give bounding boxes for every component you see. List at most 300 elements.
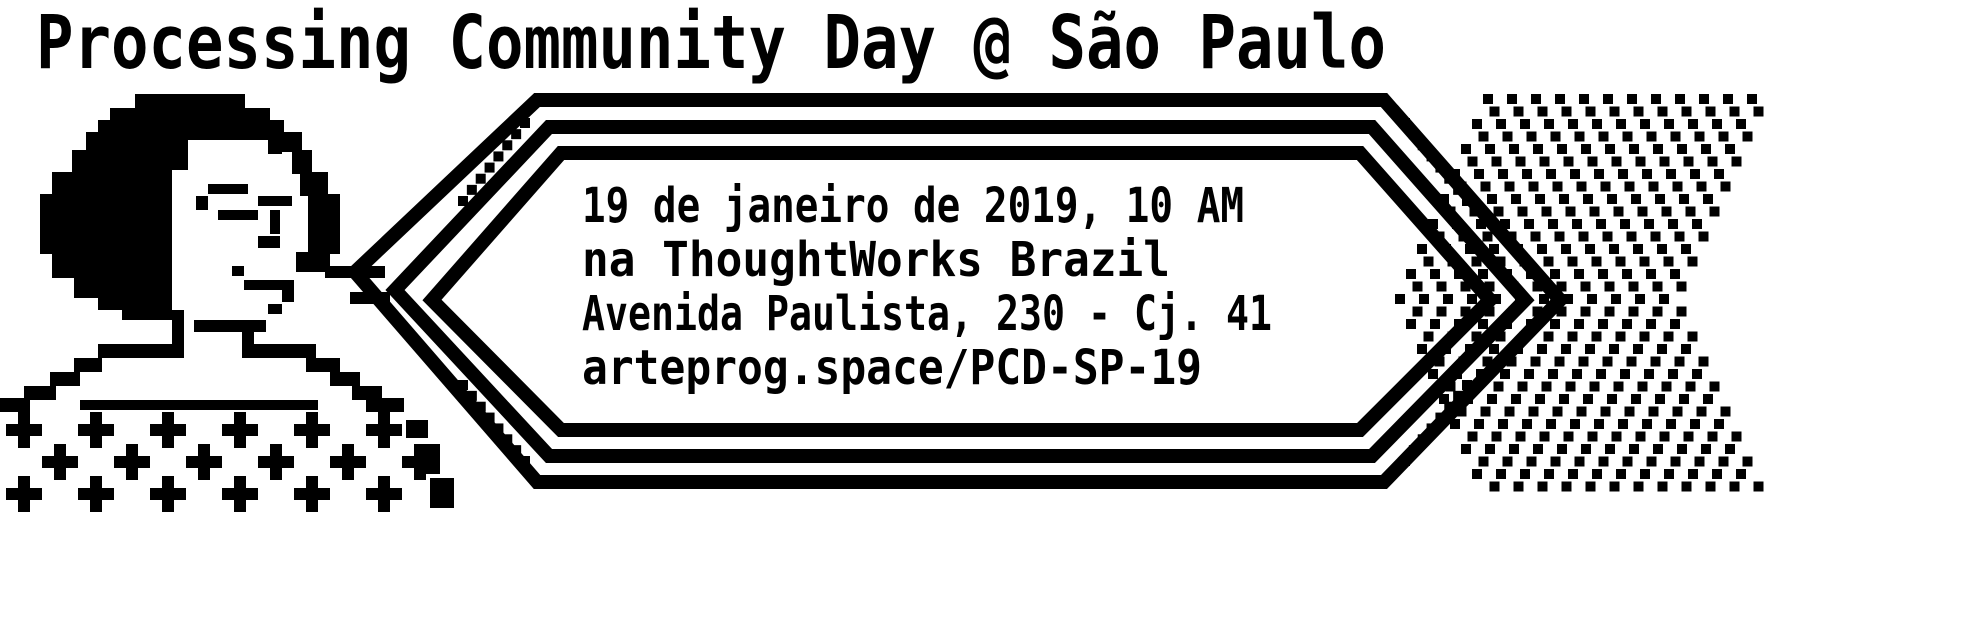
checker-pixel: [1439, 394, 1449, 404]
checker-pixel: [1430, 269, 1440, 279]
checker-pixel: [1413, 307, 1423, 317]
checker-pixel: [1605, 282, 1615, 292]
checker-pixel: [1642, 419, 1652, 429]
checker-pixel: [1618, 419, 1628, 429]
checker-pixel: [1468, 432, 1478, 442]
checker-pixel: [1644, 219, 1654, 229]
checker-pixel: [1743, 132, 1753, 142]
step-pixel: [520, 118, 530, 128]
checker-pixel: [1555, 94, 1565, 104]
checker-pixel: [1660, 432, 1670, 442]
checker-pixel: [1646, 269, 1656, 279]
checker-pixel: [1472, 469, 1482, 479]
checker-pixel: [1550, 319, 1560, 329]
step-pixel: [502, 434, 512, 444]
checker-pixel: [1505, 407, 1515, 417]
step-pixel: [476, 402, 486, 412]
checker-pixel: [1503, 132, 1513, 142]
cross-mark: [18, 412, 30, 448]
checker-pixel: [1518, 207, 1528, 217]
checker-pixel: [1649, 407, 1659, 417]
step-pixel: [1409, 129, 1419, 139]
checker-pixel: [1697, 407, 1707, 417]
checker-pixel: [1690, 169, 1700, 179]
checker-pixel: [1644, 369, 1654, 379]
checker-pixel: [1666, 169, 1676, 179]
checker-pixel: [1701, 444, 1711, 454]
checker-pixel: [1607, 394, 1617, 404]
checker-pixel: [1546, 169, 1556, 179]
checker-pixel: [1531, 94, 1541, 104]
checker-pixel: [1688, 332, 1698, 342]
checker-pixel: [1657, 244, 1667, 254]
checker-pixel: [1563, 294, 1573, 304]
checker-pixel: [1430, 319, 1440, 329]
checker-pixel: [1555, 357, 1565, 367]
checker-pixel: [1627, 357, 1637, 367]
checker-pixel: [1708, 157, 1718, 167]
checker-pixel: [1605, 444, 1615, 454]
checker-pixel: [1533, 282, 1543, 292]
checker-pixel: [1592, 257, 1602, 267]
checker-pixel: [1692, 219, 1702, 229]
checker-pixel: [1681, 344, 1691, 354]
checker-pixel: [1631, 194, 1641, 204]
checker-pixel: [1598, 269, 1608, 279]
pixel-cross-pattern: [6, 412, 438, 512]
checker-pixel: [1544, 469, 1554, 479]
step-pixel: [476, 174, 486, 184]
checker-pixel: [1413, 282, 1423, 292]
checker-pixel: [1489, 244, 1499, 254]
checker-pixel: [1441, 244, 1451, 254]
checker-pixel: [1587, 294, 1597, 304]
checker-pixel: [1631, 394, 1641, 404]
checker-pixel: [1479, 457, 1489, 467]
checker-pixel: [1570, 419, 1580, 429]
checker-pixel: [1677, 307, 1687, 317]
checker-pixel: [1712, 469, 1722, 479]
checker-pixel: [1638, 382, 1648, 392]
cross-mark: [54, 444, 66, 480]
checker-pixel: [1509, 282, 1519, 292]
checker-pixel: [1526, 269, 1536, 279]
checker-pixel: [1627, 94, 1637, 104]
checker-pixel: [1592, 469, 1602, 479]
checker-pixel: [1424, 332, 1434, 342]
checker-pixel: [1640, 469, 1650, 479]
checker-pixel: [1568, 332, 1578, 342]
checker-pixel: [1472, 332, 1482, 342]
checker-pixel: [1544, 119, 1554, 129]
checker-pixel: [1754, 107, 1764, 117]
checker-pixel: [1659, 294, 1669, 304]
checker-pixel: [1622, 269, 1632, 279]
checker-pixel: [1640, 332, 1650, 342]
step-pixel: [511, 129, 521, 139]
checker-pixel: [1668, 219, 1678, 229]
checker-pixel: [1527, 457, 1537, 467]
checker-pixel: [1417, 344, 1427, 354]
checker-pixel: [1450, 419, 1460, 429]
checker-pixel: [1522, 419, 1532, 429]
checker-pixel: [1452, 219, 1462, 229]
face: [194, 184, 294, 332]
checker-pixel: [1559, 394, 1569, 404]
step-pixel: [1435, 163, 1445, 173]
checker-pixel: [1520, 469, 1530, 479]
checker-pixel: [1468, 157, 1478, 167]
cross-mark: [378, 412, 390, 448]
checker-pixel: [1542, 382, 1552, 392]
checker-pixel: [1457, 407, 1467, 417]
checker-pixel: [1562, 107, 1572, 117]
checker-pixel: [1747, 94, 1757, 104]
checker-pixel: [1546, 419, 1556, 429]
checker-pixel: [1603, 94, 1613, 104]
checker-pixel: [1588, 157, 1598, 167]
checker-pixel: [1670, 269, 1680, 279]
checker-pixel: [1538, 107, 1548, 117]
checker-pixel: [1671, 457, 1681, 467]
checker-pixel: [1684, 432, 1694, 442]
checker-pixel: [1668, 369, 1678, 379]
checker-pixel: [1634, 482, 1644, 492]
cross-mark: [162, 412, 174, 448]
checker-pixel: [1502, 319, 1512, 329]
checker-pixel: [1544, 257, 1554, 267]
checker-pixel: [1579, 94, 1589, 104]
step-pixel: [1400, 456, 1410, 466]
checker-pixel: [1701, 144, 1711, 154]
checker-pixel: [1721, 407, 1731, 417]
checker-pixel: [1454, 319, 1464, 329]
checker-pixel: [1474, 419, 1484, 429]
checker-pixel: [1461, 307, 1471, 317]
checker-pixel: [1561, 244, 1571, 254]
checker-pixel: [1500, 369, 1510, 379]
checker-pixel: [1664, 332, 1674, 342]
checker-pixel: [1457, 182, 1467, 192]
checker-pixel: [1677, 144, 1687, 154]
cross-mark: [306, 412, 318, 448]
checker-pixel: [1719, 132, 1729, 142]
checker-pixel: [1651, 232, 1661, 242]
checker-pixel: [1592, 119, 1602, 129]
checker-pixel: [1448, 332, 1458, 342]
checker-pixel: [1574, 269, 1584, 279]
info-date: 19 de janeiro de 2019, 10 AM: [582, 178, 1244, 234]
checker-pixel: [1446, 382, 1456, 392]
checker-pixel: [1590, 382, 1600, 392]
checker-pixel: [1481, 182, 1491, 192]
checker-pixel: [1730, 107, 1740, 117]
cross-mark: [306, 476, 318, 512]
checker-pixel: [1529, 182, 1539, 192]
step-pixel: [1418, 434, 1428, 444]
checker-pixel: [1428, 219, 1438, 229]
checker-pixel: [1686, 207, 1696, 217]
checker-pixel: [1395, 294, 1405, 304]
checker-pixel: [1677, 282, 1687, 292]
checker-pixel: [1642, 169, 1652, 179]
checker-pixel: [1638, 207, 1648, 217]
checker-pixel: [1474, 169, 1484, 179]
checker-pixel: [1620, 369, 1630, 379]
checker-pixel: [1622, 319, 1632, 329]
checker-pixel: [1653, 444, 1663, 454]
checker-pixel: [1677, 444, 1687, 454]
checker-pixel: [1485, 307, 1495, 317]
checker-pixel: [1627, 232, 1637, 242]
step-pixel: [485, 163, 495, 173]
checker-pixel: [1670, 319, 1680, 329]
checker-pixel: [1564, 432, 1574, 442]
checker-pixel: [1703, 394, 1713, 404]
checker-pixel: [1618, 169, 1628, 179]
checker-pixel: [1754, 482, 1764, 492]
checker-pixel: [1572, 369, 1582, 379]
checker-pixel: [1723, 94, 1733, 104]
checker-pixel: [1719, 457, 1729, 467]
checker-pixel: [1712, 119, 1722, 129]
checker-pixel: [1500, 219, 1510, 229]
checker-pixel: [1581, 444, 1591, 454]
checker-pixel: [1467, 294, 1477, 304]
checker-pixel: [1629, 444, 1639, 454]
step-pixel: [1427, 423, 1437, 433]
checker-pixel: [1557, 144, 1567, 154]
checker-pixel: [1476, 219, 1486, 229]
checker-pixel: [1688, 119, 1698, 129]
checker-pixel: [1555, 232, 1565, 242]
checker-pixel: [1655, 194, 1665, 204]
checker-pixel: [1443, 294, 1453, 304]
checker-pixel: [1732, 157, 1742, 167]
checker-pixel: [1513, 344, 1523, 354]
checker-pixel: [1463, 394, 1473, 404]
checker-pixel: [1684, 157, 1694, 167]
checker-pixel: [1428, 369, 1438, 379]
checker-pixel: [1605, 144, 1615, 154]
checker-pixel: [1492, 432, 1502, 442]
checker-pixel: [1590, 207, 1600, 217]
checker-pixel: [1553, 182, 1563, 192]
checker-pixel: [1568, 257, 1578, 267]
checker-pixel: [1679, 394, 1689, 404]
checker-pixel: [1721, 182, 1731, 192]
checker-pixel: [1520, 332, 1530, 342]
checker-pixel: [1439, 194, 1449, 204]
checker-pixel: [1708, 432, 1718, 442]
checker-pixel: [1452, 369, 1462, 379]
checker-pixel: [1673, 407, 1683, 417]
checker-pixel: [1483, 357, 1493, 367]
cross-mark: [162, 476, 174, 512]
checker-pixel: [1446, 207, 1456, 217]
checker-pixel: [1516, 432, 1526, 442]
checker-pixel: [1629, 144, 1639, 154]
hair: [40, 94, 340, 320]
cross-mark: [270, 444, 282, 480]
checker-pixel: [1636, 157, 1646, 167]
checker-pixel: [1485, 282, 1495, 292]
checker-pixel: [1564, 157, 1574, 167]
checker-pixel: [1514, 482, 1524, 492]
step-pixel: [511, 445, 521, 455]
checker-pixel: [1706, 482, 1716, 492]
checker-pixel: [1703, 194, 1713, 204]
checker-pixel: [1535, 194, 1545, 204]
pixel-checker-pattern: [1395, 94, 1764, 492]
checker-pixel: [1527, 132, 1537, 142]
checker-pixel: [1688, 469, 1698, 479]
checker-pixel: [1699, 94, 1709, 104]
checker-pixel: [1507, 94, 1517, 104]
checker-pixel: [1450, 169, 1460, 179]
checker-pixel: [1601, 407, 1611, 417]
cross-mark: [234, 476, 246, 512]
checker-pixel: [1561, 344, 1571, 354]
checker-pixel: [1524, 219, 1534, 229]
step-pixel: [1409, 445, 1419, 455]
checker-pixel: [1725, 144, 1735, 154]
checker-pixel: [1697, 182, 1707, 192]
checker-pixel: [1583, 194, 1593, 204]
step-pixel: [1435, 413, 1445, 423]
checker-pixel: [1658, 107, 1668, 117]
step-pixel: [520, 456, 530, 466]
checker-pixel: [1599, 132, 1609, 142]
checker-pixel: [1662, 382, 1672, 392]
checker-pixel: [1531, 357, 1541, 367]
checker-pixel: [1616, 257, 1626, 267]
checker-pixel: [1586, 482, 1596, 492]
checker-pixel: [1553, 407, 1563, 417]
checker-pixel: [1511, 394, 1521, 404]
cross-mark: [414, 444, 426, 480]
checker-pixel: [1594, 169, 1604, 179]
checker-pixel: [1575, 457, 1585, 467]
checker-pixel: [1736, 119, 1746, 129]
checker-pixel: [1640, 257, 1650, 267]
info-url: arteprog.space/PCD-SP-19: [582, 340, 1202, 396]
cross-mark: [90, 476, 102, 512]
checker-pixel: [1585, 344, 1595, 354]
checker-pixel: [1435, 357, 1445, 367]
checker-pixel: [1623, 132, 1633, 142]
checker-pixel: [1634, 107, 1644, 117]
checker-pixel: [1419, 294, 1429, 304]
checker-pixel: [1601, 182, 1611, 192]
checker-pixel: [1485, 144, 1495, 154]
checker-pixel: [1562, 482, 1572, 492]
checker-pixel: [1588, 432, 1598, 442]
checker-pixel: [1730, 482, 1740, 492]
checker-pixel: [1664, 469, 1674, 479]
checker-pixel: [1542, 207, 1552, 217]
checker-pixel: [1515, 294, 1525, 304]
checker-pixel: [1614, 207, 1624, 217]
step-pixel: [493, 151, 503, 161]
checker-pixel: [1491, 294, 1501, 304]
checker-pixel: [1572, 219, 1582, 229]
checker-pixel: [1514, 107, 1524, 117]
checker-pixel: [1647, 132, 1657, 142]
checker-pixel: [1682, 107, 1692, 117]
checker-pixel: [1520, 119, 1530, 129]
checker-pixel: [1636, 432, 1646, 442]
checker-pixel: [1646, 319, 1656, 329]
checker-pixel: [1507, 232, 1517, 242]
checker-pixel: [1579, 232, 1589, 242]
checker-pixel: [1557, 282, 1567, 292]
checker-pixel: [1616, 332, 1626, 342]
checker-pixel: [1609, 244, 1619, 254]
checker-pixel: [1448, 257, 1458, 267]
checker-pixel: [1520, 257, 1530, 267]
checker-pixel: [1675, 94, 1685, 104]
checker-pixel: [1686, 382, 1696, 392]
step-pixel: [467, 391, 477, 401]
checker-pixel: [1551, 132, 1561, 142]
checker-pixel: [1557, 444, 1567, 454]
checker-pixel: [1660, 157, 1670, 167]
checker-pixel: [1647, 457, 1657, 467]
checker-pixel: [1490, 107, 1500, 117]
checker-pixel: [1629, 282, 1639, 292]
checker-pixel: [1494, 207, 1504, 217]
checker-pixel: [1496, 332, 1506, 342]
checker-pixel: [1574, 319, 1584, 329]
checker-pixel: [1629, 307, 1639, 317]
checker-pixel: [1490, 482, 1500, 492]
checker-pixel: [1649, 182, 1659, 192]
checker-pixel: [1610, 482, 1620, 492]
cross-mark: [378, 476, 390, 512]
checker-pixel: [1489, 344, 1499, 354]
checker-pixel: [1610, 107, 1620, 117]
checker-pixel: [1612, 432, 1622, 442]
checker-pixel: [1406, 319, 1416, 329]
checker-pixel: [1516, 157, 1526, 167]
checker-pixel: [1498, 169, 1508, 179]
checker-pixel: [1503, 457, 1513, 467]
cross-mark: [18, 476, 30, 512]
checker-pixel: [1437, 307, 1447, 317]
checker-pixel: [1487, 394, 1497, 404]
checker-pixel: [1586, 107, 1596, 117]
checker-pixel: [1603, 357, 1613, 367]
step-pixel: [467, 185, 477, 195]
checker-pixel: [1406, 269, 1416, 279]
checker-pixel: [1596, 219, 1606, 229]
checker-pixel: [1494, 382, 1504, 392]
checker-pixel: [1710, 382, 1720, 392]
checker-pixel: [1461, 144, 1471, 154]
checker-pixel: [1498, 419, 1508, 429]
checker-pixel: [1614, 382, 1624, 392]
checker-pixel: [1513, 244, 1523, 254]
checker-pixel: [1625, 182, 1635, 192]
checker-pixel: [1531, 232, 1541, 242]
checker-pixel: [1732, 432, 1742, 442]
checker-pixel: [1633, 244, 1643, 254]
checker-pixel: [1725, 444, 1735, 454]
poster-title: Processing Community Day @ São Paulo: [36, 0, 1386, 86]
checker-pixel: [1441, 344, 1451, 354]
checker-pixel: [1673, 182, 1683, 192]
